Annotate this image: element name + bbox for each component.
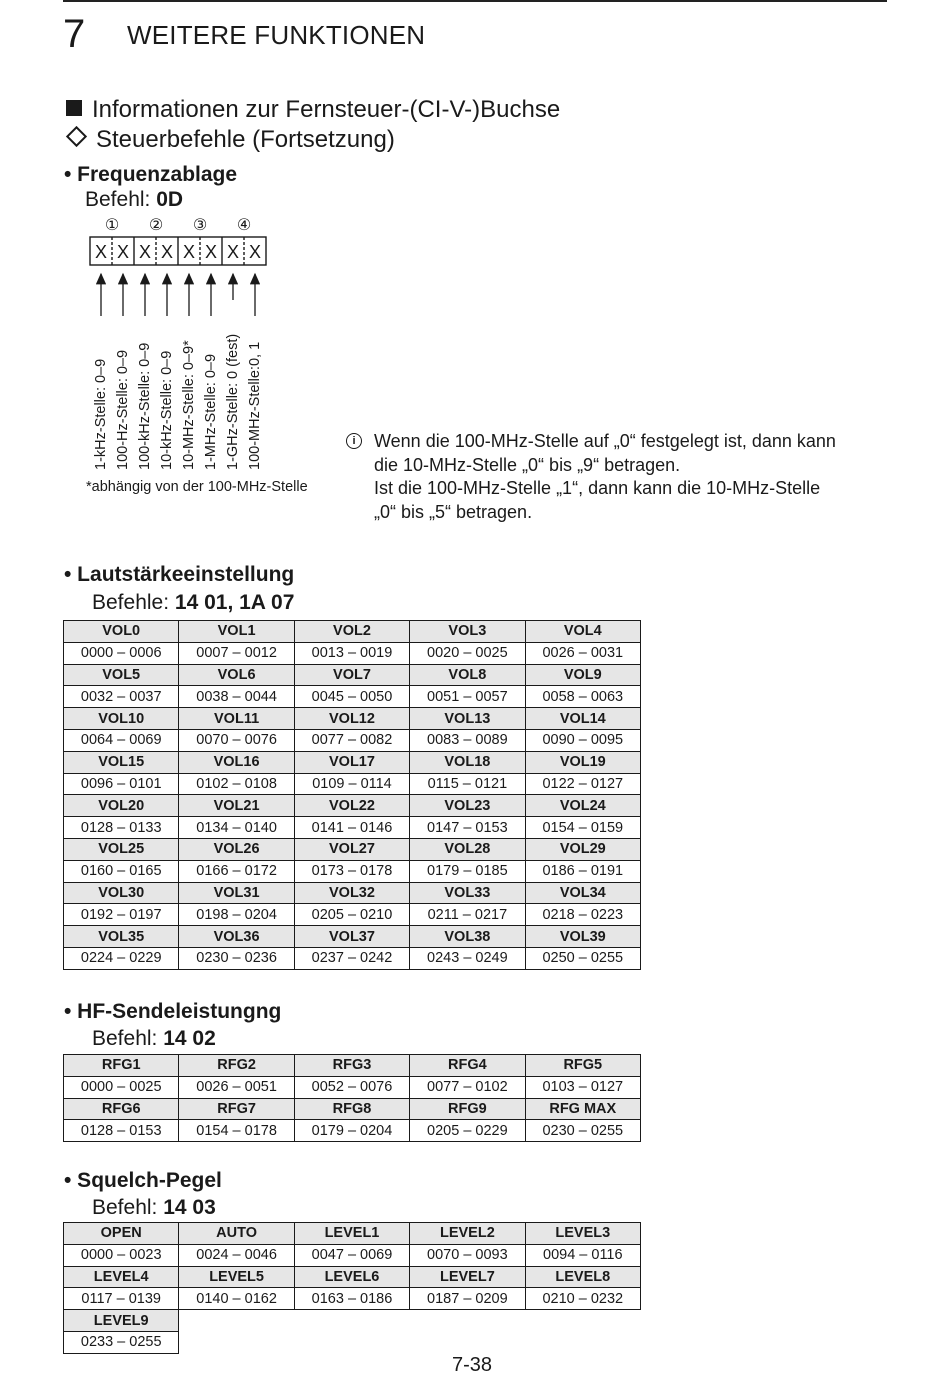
squelch-heading: • Squelch-Pegel [64,1169,222,1192]
value-range-cell: 0160 – 0165 [64,860,179,882]
frequency-note [346,430,906,524]
setting-name-cell: VOL18 [410,751,525,773]
setting-name-cell: LEVEL8 [525,1266,640,1288]
digit-diagram-graphic [80,210,280,320]
empty-cell [410,1331,525,1353]
chapter-number: 7 [63,12,86,56]
setting-name-cell: LEVEL3 [525,1223,640,1245]
empty-cell [294,1310,409,1332]
value-range-cell: 0224 – 0229 [64,947,179,969]
diamond-icon [66,126,87,147]
value-range-cell: 0140 – 0162 [179,1288,294,1310]
note-line: die 10-MHz-Stelle „0“ bis „9“ betragen. [374,454,681,475]
table-row [64,1288,641,1310]
value-range-cell: 0154 – 0159 [525,817,640,839]
value-range-cell: 0083 – 0089 [410,729,525,751]
section-title: Informationen zur Fernsteuer-(CI-V-)Buchse [92,96,561,123]
setting-name-cell: VOL0 [64,621,179,643]
table-header-row [64,882,641,904]
frequency-command [85,188,183,212]
digit-label: 100-MHz-Stelle:0, 1 [247,341,263,470]
byte-marker: ③ [192,215,208,234]
setting-name-cell: VOL21 [179,795,294,817]
command-label: Befehle: [92,591,175,614]
setting-name-cell: LEVEL6 [294,1266,409,1288]
table-row [64,642,641,664]
setting-name-cell: RFG7 [179,1098,294,1120]
table-header-row [64,1266,641,1288]
value-range-cell: 0186 – 0191 [525,860,640,882]
value-range-cell: 0026 – 0031 [525,642,640,664]
digit-label: 10-kHz-Stelle: 0–9 [159,350,175,470]
table-header-row [64,1055,641,1077]
info-icon: i [346,433,362,449]
empty-cell [525,1331,640,1353]
value-range-cell: 0032 – 0037 [64,686,179,708]
command-code: 0D [156,188,184,211]
setting-name-cell: LEVEL7 [410,1266,525,1288]
value-range-cell: 0117 – 0139 [64,1288,179,1310]
setting-name-cell: VOL3 [410,621,525,643]
value-range-cell: 0077 – 0082 [294,729,409,751]
value-range-cell: 0024 – 0046 [179,1244,294,1266]
table-row [64,1331,641,1353]
table-header-row [64,664,641,686]
value-range-cell: 0094 – 0116 [525,1244,640,1266]
table-row [64,1244,641,1266]
digit-placeholder: X [160,242,174,262]
value-range-cell: 0198 – 0204 [179,904,294,926]
value-range-cell: 0026 – 0051 [179,1076,294,1098]
page-number: 7-38 [452,1354,493,1376]
table-header-row [64,751,641,773]
empty-cell [179,1331,294,1353]
setting-name-cell: VOL5 [64,664,179,686]
digit-placeholder: X [94,242,108,262]
value-range-cell: 0020 – 0025 [410,642,525,664]
setting-name-cell: RFG4 [410,1055,525,1077]
empty-cell [410,1310,525,1332]
value-range-cell: 0000 – 0006 [64,642,179,664]
setting-name-cell: VOL9 [525,664,640,686]
table-header-row [64,708,641,730]
value-range-cell: 0233 – 0255 [64,1331,179,1353]
setting-name-cell: RFG6 [64,1098,179,1120]
squelch-command [92,1196,216,1220]
table-row [64,947,641,969]
table-row [64,817,641,839]
command-label: Befehl: [92,1196,164,1219]
setting-name-cell: VOL36 [179,926,294,948]
setting-name-cell: RFG1 [64,1055,179,1077]
setting-name-cell: RFG8 [294,1098,409,1120]
command-label: Befehl: [85,188,157,211]
table-row [64,773,641,795]
byte-marker: ① [104,215,120,234]
setting-name-cell: VOL20 [64,795,179,817]
value-range-cell: 0052 – 0076 [294,1076,409,1098]
setting-name-cell: VOL25 [64,838,179,860]
byte-marker: ② [148,215,164,234]
value-range-cell: 0230 – 0255 [525,1120,640,1142]
value-range-cell: 0051 – 0057 [410,686,525,708]
value-range-cell: 0205 – 0210 [294,904,409,926]
setting-name-cell: VOL2 [294,621,409,643]
table-header-row [64,1098,641,1120]
note-text [374,430,906,524]
digit-placeholder: X [182,242,196,262]
digit-label: 100-Hz-Stelle: 0–9 [115,349,131,470]
value-range-cell: 0243 – 0249 [410,947,525,969]
setting-name-cell: VOL14 [525,708,640,730]
setting-name-cell: VOL10 [64,708,179,730]
value-range-cell: 0128 – 0133 [64,817,179,839]
volume-command [92,591,294,615]
value-range-cell: 0147 – 0153 [410,817,525,839]
setting-name-cell: VOL32 [294,882,409,904]
value-range-cell: 0064 – 0069 [64,729,179,751]
volume-heading: • Lautstärkeeinstellung [64,563,295,586]
setting-name-cell: VOL15 [64,751,179,773]
setting-name-cell: OPEN [64,1223,179,1245]
setting-name-cell: LEVEL9 [64,1310,179,1332]
value-range-cell: 0045 – 0050 [294,686,409,708]
digit-placeholder: X [116,242,130,262]
setting-name-cell: VOL4 [525,621,640,643]
setting-name-cell: VOL1 [179,621,294,643]
setting-name-cell: VOL38 [410,926,525,948]
setting-name-cell: VOL29 [525,838,640,860]
setting-name-cell: RFG9 [410,1098,525,1120]
value-range-cell: 0163 – 0186 [294,1288,409,1310]
setting-name-cell: VOL24 [525,795,640,817]
setting-name-cell: VOL30 [64,882,179,904]
setting-name-cell: LEVEL1 [294,1223,409,1245]
value-range-cell: 0070 – 0093 [410,1244,525,1266]
digit-label: 10-MHz-Stelle: 0–9* [181,340,197,470]
setting-name-cell: VOL6 [179,664,294,686]
setting-name-cell: VOL37 [294,926,409,948]
command-code: 14 01, 1A 07 [174,591,295,614]
value-range-cell: 0187 – 0209 [410,1288,525,1310]
value-range-cell: 0173 – 0178 [294,860,409,882]
setting-name-cell: VOL23 [410,795,525,817]
table-header-row [64,1223,641,1245]
chapter-title: WEITERE FUNKTIONEN [127,20,426,50]
setting-name-cell: VOL19 [525,751,640,773]
setting-name-cell: VOL13 [410,708,525,730]
table-header-row [64,838,641,860]
value-range-cell: 0128 – 0153 [64,1120,179,1142]
value-range-cell: 0038 – 0044 [179,686,294,708]
digit-placeholder: X [226,242,240,262]
setting-name-cell: VOL11 [179,708,294,730]
subsection-heading [66,126,395,154]
value-range-cell: 0090 – 0095 [525,729,640,751]
value-range-cell: 0047 – 0069 [294,1244,409,1266]
setting-name-cell: VOL16 [179,751,294,773]
value-range-cell: 0058 – 0063 [525,686,640,708]
table-row [64,729,641,751]
value-range-cell: 0230 – 0236 [179,947,294,969]
value-range-cell: 0166 – 0172 [179,860,294,882]
subsection-title: Steuerbefehle (Fortsetzung) [96,126,395,153]
frequency-offset-heading: • Frequenzablage [64,163,238,186]
table-row [64,1120,641,1142]
section-heading [66,96,560,124]
value-range-cell: 0205 – 0229 [410,1120,525,1142]
digit-placeholder: X [138,242,152,262]
table-header-row [64,926,641,948]
digit-placeholder: X [204,242,218,262]
table-header-row [64,621,641,643]
value-range-cell: 0000 – 0023 [64,1244,179,1266]
digit-label: 1-GHz-Stelle: 0 (fest) [225,333,241,470]
byte-marker: ④ [236,215,252,234]
value-range-cell: 0210 – 0232 [525,1288,640,1310]
table-row [64,686,641,708]
header-rule [63,0,887,2]
setting-name-cell: LEVEL5 [179,1266,294,1288]
table-row [64,1076,641,1098]
squelch-table [63,1222,641,1354]
value-range-cell: 0109 – 0114 [294,773,409,795]
value-range-cell: 0103 – 0127 [525,1076,640,1098]
value-range-cell: 0134 – 0140 [179,817,294,839]
setting-name-cell: VOL26 [179,838,294,860]
value-range-cell: 0013 – 0019 [294,642,409,664]
note-line: Wenn die 100-MHz-Stelle auf „0“ festgelegt ist, dann kann [374,431,836,451]
table-header-row [64,1310,641,1332]
value-range-cell: 0000 – 0025 [64,1076,179,1098]
setting-name-cell: VOL27 [294,838,409,860]
setting-name-cell: VOL35 [64,926,179,948]
setting-name-cell: VOL33 [410,882,525,904]
value-range-cell: 0070 – 0076 [179,729,294,751]
value-range-cell: 0237 – 0242 [294,947,409,969]
value-range-cell: 0179 – 0185 [410,860,525,882]
rf-power-table [63,1054,641,1142]
setting-name-cell: VOL22 [294,795,409,817]
table-header-row [64,795,641,817]
setting-name-cell: RFG3 [294,1055,409,1077]
setting-name-cell: VOL34 [525,882,640,904]
rf-power-command [92,1027,216,1051]
value-range-cell: 0218 – 0223 [525,904,640,926]
value-range-cell: 0250 – 0255 [525,947,640,969]
value-range-cell: 0179 – 0204 [294,1120,409,1142]
setting-name-cell: LEVEL4 [64,1266,179,1288]
note-line: Ist die 100-MHz-Stelle „1“, dann kann die 10-MHz-Stelle [374,478,821,498]
value-range-cell: 0007 – 0012 [179,642,294,664]
black-square-icon [66,100,82,116]
value-range-cell: 0115 – 0121 [410,773,525,795]
empty-cell [525,1310,640,1332]
setting-name-cell: AUTO [179,1223,294,1245]
setting-name-cell: VOL28 [410,838,525,860]
empty-cell [294,1331,409,1353]
note-line: „0“ bis „5“ betragen. [374,501,533,522]
empty-cell [179,1310,294,1332]
digit-placeholder: X [248,242,262,262]
value-range-cell: 0122 – 0127 [525,773,640,795]
volume-table [63,620,641,970]
value-range-cell: 0096 – 0101 [64,773,179,795]
setting-name-cell: VOL7 [294,664,409,686]
value-range-cell: 0102 – 0108 [179,773,294,795]
digit-label: 1-kHz-Stelle: 0–9 [93,358,109,470]
setting-name-cell: LEVEL2 [410,1223,525,1245]
command-label: Befehl: [92,1027,164,1050]
table-row [64,860,641,882]
value-range-cell: 0154 – 0178 [179,1120,294,1142]
digit-label: 1-MHz-Stelle: 0–9 [203,353,219,470]
command-code: 14 03 [163,1196,216,1219]
setting-name-cell: VOL39 [525,926,640,948]
setting-name-cell: RFG5 [525,1055,640,1077]
command-code: 14 02 [163,1027,216,1050]
value-range-cell: 0141 – 0146 [294,817,409,839]
table-row [64,904,641,926]
value-range-cell: 0192 – 0197 [64,904,179,926]
setting-name-cell: VOL31 [179,882,294,904]
setting-name-cell: VOL12 [294,708,409,730]
setting-name-cell: VOL8 [410,664,525,686]
frequency-footnote: *abhängig von der 100-MHz-Stelle [86,479,308,495]
setting-name-cell: RFG2 [179,1055,294,1077]
value-range-cell: 0211 – 0217 [410,904,525,926]
rf-power-heading: • HF-Sendeleistungng [64,1000,282,1023]
digit-label: 100-kHz-Stelle: 0–9 [137,342,153,470]
setting-name-cell: VOL17 [294,751,409,773]
value-range-cell: 0077 – 0102 [410,1076,525,1098]
setting-name-cell: RFG MAX [525,1098,640,1120]
